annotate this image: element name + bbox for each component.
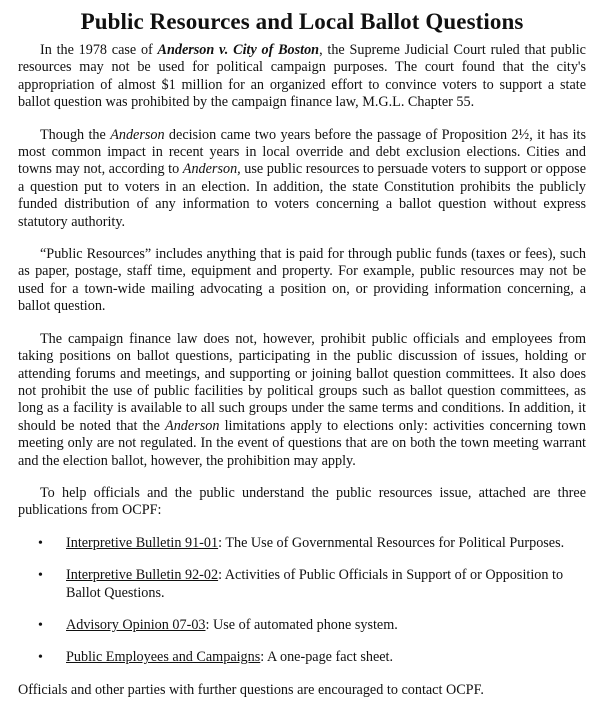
publication-description: : Activities of Public Officials in Support of or Opposition to Ballot Questions.: [66, 567, 564, 601]
bullet-icon: •: [38, 568, 43, 584]
publications-list: [18, 535, 586, 667]
paragraph-text: , use public resources to persuade voters to support or oppose a question put to voters in an election. In addition, the state Constitution prohibits the publicly funded distribution of any information to voters concerning a ballot question without express statutory authority.: [18, 161, 587, 230]
publication-link[interactable]: Public Employees and Campaigns: [66, 649, 261, 666]
paragraph-publications-intro: To help officials and the public understand the public resources issue, attached are three publications from OCPF:: [18, 484, 586, 519]
list-item: [18, 649, 586, 666]
paragraph-public-resources-definition: “Public Resources” includes anything that is paid for through public funds (taxes or fees), such as paper, postage, staff time, equipment and property. For example, public resources may not be used for a town-wide mailing advocating a position on, or providing information concerning, a ballot question.: [18, 246, 586, 315]
publication-link[interactable]: Interpretive Bulletin 92-02: [66, 567, 219, 584]
publication-description: : A one-page fact sheet.: [260, 649, 394, 666]
case-reference: Anderson: [110, 126, 165, 143]
paragraph-text: limitations apply to elections only: activities concerning town meeting only are not regulated. In the event of questions that are on both the town meeting warrant and the election ballot, however, the prohibition may apply.: [18, 417, 586, 469]
case-reference: Anderson: [182, 161, 238, 178]
case-reference: Anderson: [165, 417, 220, 434]
paragraph-text: , the Supreme Judicial Court ruled that public resources may not be used for political campaign purposes. The court found that the city's appropriation of almost $1 million for an organized effort to convince voters to support a state ballot question was prohibited by the campaign finance law, M.G.L. Chapter 55.: [18, 42, 586, 111]
paragraph-exceptions: [18, 331, 586, 470]
case-name: Anderson v. City of Boston: [157, 42, 320, 58]
paragraph-text: Though the: [40, 126, 111, 143]
list-item: [18, 567, 586, 602]
paragraph-text: The campaign finance law does not, however, prohibit public officials and employees from taking positions on ballot questions, participating in the public discussion of issues, holding or attending forums and meetings, and supporting or joining ballot question committees. It also does not prohibit the use of public facilities by political groups such as ballot question committees, as long as a facility is available to all such groups under the same terms and conditions. In addition, it should be noted that the: [18, 330, 586, 434]
publication-description: : The Use of Governmental Resources for Political Purposes.: [218, 534, 565, 551]
page-title: Public Resources and Local Ballot Questions: [80, 9, 524, 34]
publication-link[interactable]: Interpretive Bulletin 91-01: [66, 534, 219, 551]
publication-description: : Use of automated phone system.: [205, 616, 398, 633]
paragraph-anderson-case: [18, 42, 586, 112]
closing-paragraph: Officials and other parties with further questions are encouraged to contact OCPF.: [18, 681, 484, 698]
bullet-icon: •: [38, 617, 43, 633]
list-item: [18, 535, 586, 552]
bullet-icon: •: [38, 650, 43, 666]
paragraph-text: decision came two years before the passage of Proposition 2½, it has its most common impact in recent years in local override and debt exclusion elections. Cities and towns may not, according to: [18, 126, 587, 178]
publication-link[interactable]: Advisory Opinion 07-03: [66, 616, 206, 633]
list-item: [18, 617, 586, 634]
paragraph-text: In the 1978 case of: [40, 42, 158, 58]
bullet-icon: •: [38, 535, 43, 551]
paragraph-proposition: [18, 127, 586, 231]
